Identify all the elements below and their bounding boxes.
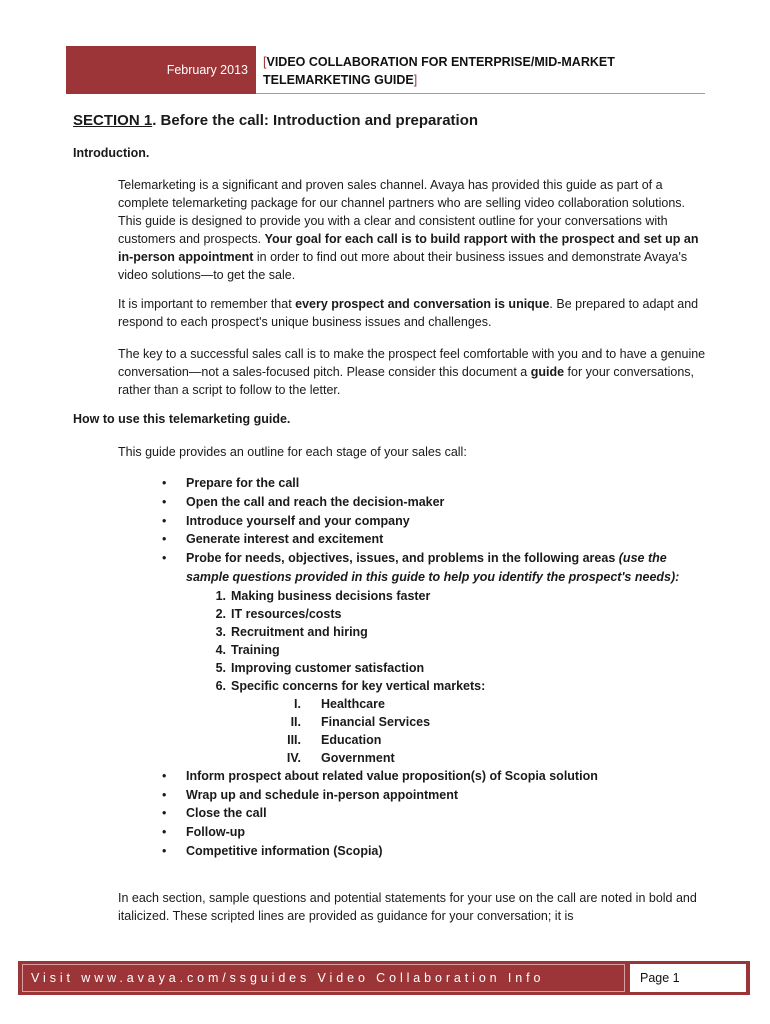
intro-p1-a: Telemarketing is a significant and proven sales channel. Avaya has provided this guide as part of a complete telemarketing package for our channel partners who are selling video collaboration solutions. This guide is designed to provide you with a clear and consistent outline for your conversations with customers and prospects. [118,178,685,246]
stage-list [186,474,706,861]
list-item: • Generate interest and excitement [186,530,706,549]
header-date: February 2013 [166,63,248,77]
list-item [231,731,706,749]
list-item-text: Financial Services [321,714,431,729]
list-item [231,713,706,731]
footer-link-text: Visit www.avaya.com/ssguides Video Collaboration Info [22,964,625,992]
introduction-heading: Introduction. [73,146,150,160]
section-title-text: . Before the call: Introduction and preparation [152,112,479,129]
roman-number: II. [290,714,301,729]
footer-bar [18,961,750,995]
list-item [186,587,706,605]
list-item-text: Education [321,732,382,747]
intro-p2-a: It is important to remember that [118,297,296,311]
header-title [263,53,703,89]
list-number: 6. [215,678,226,693]
list-item-text: IT resources/costs [231,606,342,621]
list-item [186,641,706,659]
list-item [186,659,706,677]
intro-p3-b: for your conversations, rather than a script to follow to the letter. [118,365,694,397]
list-item: • Prepare for the call [186,474,706,493]
intro-paragraph-2 [118,295,706,331]
intro-paragraph-3 [118,345,706,399]
header-title-line1: VIDEO COLLABORATION FOR ENTERPRISE/MID-MARKET [266,55,615,69]
list-number: 2. [215,606,226,621]
roman-number: I. [294,696,301,711]
list-item-text: Specific concerns for key vertical markets: [231,678,486,693]
list-item: • Close the call [186,804,706,823]
list-item-text: Improving customer satisfaction [231,660,425,675]
list-number: 1. [215,588,226,603]
list-number: 4. [215,642,226,657]
list-number: 3. [215,624,226,639]
intro-p3-bold: guide [530,365,565,379]
closing-paragraph: In each section, sample questions and potential statements for your use on the call are noted in bold and italicized. These scripted lines are provided as guidance for your conversation; it is [118,891,697,923]
section-label: SECTION 1 [73,112,153,129]
intro-p1-b: in order to find out more about their business issues and demonstrate Avaya's video solutions—to get the sale. [118,250,688,282]
list-item: • Introduce yourself and your company [186,512,706,531]
list-item-text: Training [231,642,280,657]
page-number: Page 1 [630,964,746,992]
intro-p3-a: The key to a successful sales call is to make the prospect feel comfortable with you and to have a genuine conversation—not a sales-focused pitch. Please consider this document a [118,347,706,379]
list-number: 5. [215,660,226,675]
section-title [73,112,478,129]
howto-lead: This guide provides an outline for each stage of your sales call: [118,445,467,459]
probe-areas-list [186,587,706,767]
list-item: • Inform prospect about related value proposition(s) of Scopia solution [186,767,706,786]
howto-heading: How to use this telemarketing guide. [73,412,291,426]
list-item [231,749,706,767]
intro-p2-bold: every prospect and conversation is unique [295,297,550,311]
header-date-box [66,46,256,94]
list-item-probe [186,549,706,767]
list-item-text: Making business decisions faster [231,588,431,603]
probe-italic: (use the sample questions provided in this guide to help you identify the prospect's needs): [186,551,680,584]
list-item [186,677,706,767]
list-item [186,623,706,641]
list-item: • Competitive information (Scopia) [186,842,706,861]
list-item [231,695,706,713]
list-item: • Follow-up [186,823,706,842]
intro-p2-b: . Be prepared to adapt and respond to each prospect's unique business issues and challenges. [118,297,699,329]
header-bracket-close: ] [413,73,418,87]
list-item-text: Healthcare [321,696,385,711]
intro-paragraph-1 [118,176,706,284]
intro-p1-bold: Your goal for each call is to build rapport with the prospect and set up an in-person appointment [118,232,699,264]
vertical-markets-list [231,695,706,767]
header-bracket-open: [ [263,55,267,69]
list-item: • Open the call and reach the decision-maker [186,493,706,512]
list-item-text: Recruitment and hiring [231,624,368,639]
header-title-line2: TELEMARKETING GUIDE [263,73,414,87]
list-item: • Wrap up and schedule in-person appointment [186,786,706,805]
header-rule [256,93,705,94]
list-item [186,605,706,623]
probe-text: Probe for needs, objectives, issues, and problems in the following areas [186,551,619,566]
roman-number: III. [287,732,301,747]
list-item-text: Government [321,750,395,765]
roman-number: IV. [286,750,301,765]
